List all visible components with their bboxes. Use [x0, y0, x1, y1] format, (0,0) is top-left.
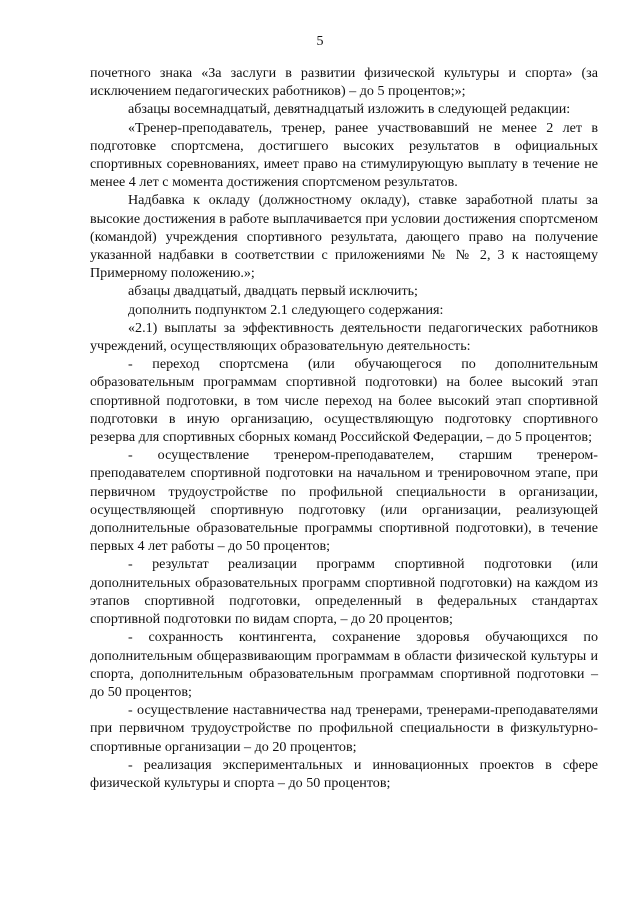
document-body	[90, 64, 598, 792]
paragraph-supplement-intro: дополнить подпунктом 2.1 следующего содержания:	[128, 301, 444, 318]
page-number: 5	[316, 34, 324, 49]
paragraph-continuation: почетного знака «За заслуги в развитии физической культуры и спорта» (за исключением педагогических работников) – до 5 процентов;»;	[90, 65, 598, 100]
paragraph-subclause-2-1: «2.1) выплаты за эффективность деятельности педагогических работников учреждений, осуществляющих образовательную деятельность:	[90, 319, 598, 355]
list-item-athlete-transition: - переход спортсмена (или обучающегося по дополнительным образовательным программам спортивной подготовки) на более высокий этап спортивной подготовки, в том числе переход на более высокий этап спортивной подготовки в иную организацию, осуществляющую подготовку спортивного резерва для спортивных сборных команд Российской Федерации, – до 5 процентов;	[90, 356, 598, 446]
paragraph-salary-bonus: Надбавка к окладу (должностному окладу), ставке заработной платы за высокие достижения в работе выплачивается при условии достижения спортсменом (командой) учреждения спортивного результата, дающего право на получение указанной надбавки в соответствии с приложениями № № 2, 3 к настоящему Примерному положению.»;	[90, 192, 598, 282]
list-item-contingent-retention: - сохранность контингента, сохранение здоровья обучающихся по дополнительным общеразвивающим программам в области физической культуры и спорта, дополнительным образовательным программам спортивной подготовки – до 50 процентов;	[90, 629, 598, 700]
paragraph-coach-payment: «Тренер-преподаватель, тренер, ранее участвовавший не менее 2 лет в подготовке спортсмена, достигшего высоких результатов в официальных спортивных соревнованиях, имеет право на стимулирующую выплату в течение не менее 4 лет с момента достижения спортсменом результатов.	[90, 119, 598, 191]
list-item-first-employment: - осуществление тренером-преподавателем, старшим тренером-преподавателем спортивной подготовки на начальном и тренировочном этапе, при первичном трудоустройстве по профильной специальности в организации, осуществляющей спортивную подготовку (или организации, реализующей дополнительные образовательные программы спортивной подготовки), в течение первых 4 лет работы – до 50 процентов;	[90, 447, 598, 555]
list-item-mentoring: - осуществление наставничества над тренерами, тренерами-преподавателями при первичном трудоустройстве по профильной специальности в физкультурно-спортивные организации – до 20 процентов;	[90, 702, 598, 755]
paragraph-amendment-intro: абзацы восемнадцатый, девятнадцатый изложить в следующей редакции:	[128, 101, 571, 118]
paragraph-exclusion: абзацы двадцатый, двадцать первый исключить;	[128, 283, 418, 300]
list-item-innovation-projects: - реализация экспериментальных и инновационных проектов в сфере физической культуры и спорта – до 50 процентов;	[90, 756, 598, 791]
list-item-program-results: - результат реализации программ спортивной подготовки (или дополнительных образовательных программ спортивной подготовки) на каждом из этапов спортивной подготовки, определенный в федеральных стандартах спортивной подготовки по видам спорта, – до 20 процентов;	[90, 556, 598, 628]
